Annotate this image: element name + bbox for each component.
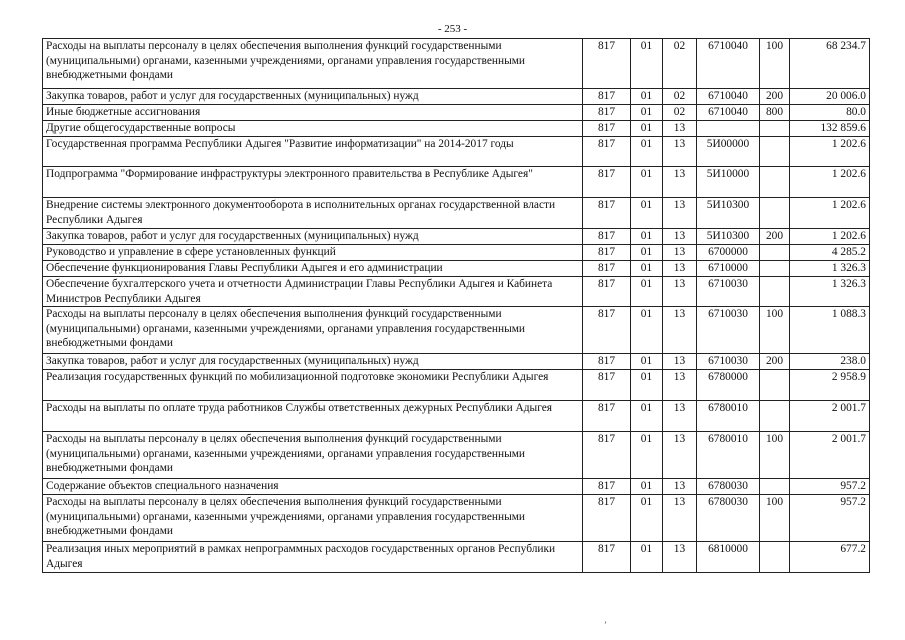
subsection-code: 13 — [663, 370, 697, 401]
table-row — [43, 89, 870, 105]
item-name: Закупка товаров, работ и услуг для государственных (муниципальных) нужд — [43, 354, 583, 370]
amount: 1 326.3 — [790, 261, 870, 277]
table-row — [43, 542, 870, 573]
amount: 4 285.2 — [790, 245, 870, 261]
table-row — [43, 495, 870, 542]
ministry-code: 817 — [583, 89, 631, 105]
target-code: 6780010 — [697, 432, 760, 479]
section-code: 01 — [631, 432, 663, 479]
item-name: Внедрение системы электронного документооборота в исполнительных органах государственной власти Республики Адыгея — [43, 198, 583, 229]
amount: 1 202.6 — [790, 137, 870, 167]
amount: 2 001.7 — [790, 401, 870, 432]
subsection-code: 02 — [663, 89, 697, 105]
expense-type-code — [760, 277, 790, 307]
subsection-code: 13 — [663, 354, 697, 370]
item-name: Реализация государственных функций по мобилизационной подготовке экономики Республики Адыгея — [43, 370, 583, 401]
target-code: 6710040 — [697, 39, 760, 89]
ministry-code: 817 — [583, 105, 631, 121]
section-code: 01 — [631, 105, 663, 121]
budget-table — [42, 38, 870, 573]
section-code: 01 — [631, 401, 663, 432]
ministry-code: 817 — [583, 307, 631, 354]
expense-type-code — [760, 479, 790, 495]
expense-type-code: 800 — [760, 105, 790, 121]
target-code: 6710040 — [697, 105, 760, 121]
subsection-code: 13 — [663, 121, 697, 137]
target-code: 6710000 — [697, 261, 760, 277]
target-code: 6780010 — [697, 401, 760, 432]
target-code — [697, 121, 760, 137]
amount: 1 202.6 — [790, 198, 870, 229]
section-code: 01 — [631, 370, 663, 401]
amount: 1 088.3 — [790, 307, 870, 354]
subsection-code: 13 — [663, 479, 697, 495]
item-name: Иные бюджетные ассигнования — [43, 105, 583, 121]
table-row — [43, 370, 870, 401]
section-code: 01 — [631, 229, 663, 245]
amount: 2 958.9 — [790, 370, 870, 401]
ministry-code: 817 — [583, 401, 631, 432]
item-name: Содержание объектов специального назначения — [43, 479, 583, 495]
subsection-code: 13 — [663, 401, 697, 432]
table-row — [43, 261, 870, 277]
table-row — [43, 354, 870, 370]
ministry-code: 817 — [583, 277, 631, 307]
section-code: 01 — [631, 89, 663, 105]
amount: 957.2 — [790, 479, 870, 495]
section-code: 01 — [631, 277, 663, 307]
section-code: 01 — [631, 198, 663, 229]
target-code: 6710030 — [697, 277, 760, 307]
target-code: 6780030 — [697, 495, 760, 542]
section-code: 01 — [631, 261, 663, 277]
target-code: 5И10300 — [697, 198, 760, 229]
subsection-code: 13 — [663, 229, 697, 245]
item-name: Закупка товаров, работ и услуг для государственных (муниципальных) нужд — [43, 89, 583, 105]
target-code: 6700000 — [697, 245, 760, 261]
page-number: - 253 - — [437, 23, 468, 35]
section-code: 01 — [631, 39, 663, 89]
subsection-code: 13 — [663, 495, 697, 542]
item-name: Расходы на выплаты персоналу в целях обеспечения выполнения функций государственными (муниципальными) органами, казенными учреждениями, органами управления государственными внебюджетными фондами — [43, 39, 583, 89]
subsection-code: 13 — [663, 432, 697, 479]
amount: 1 326.3 — [790, 277, 870, 307]
table-body — [43, 39, 870, 573]
subsection-code: 13 — [663, 245, 697, 261]
ministry-code: 817 — [583, 137, 631, 167]
section-code: 01 — [631, 137, 663, 167]
expense-type-code: 200 — [760, 229, 790, 245]
ministry-code: 817 — [583, 495, 631, 542]
subsection-code: 13 — [663, 137, 697, 167]
expense-type-code — [760, 245, 790, 261]
target-code: 6780030 — [697, 479, 760, 495]
amount: 68 234.7 — [790, 39, 870, 89]
table-row — [43, 229, 870, 245]
target-code: 6710030 — [697, 307, 760, 354]
subsection-code: 02 — [663, 39, 697, 89]
section-code: 01 — [631, 354, 663, 370]
expense-type-code: 100 — [760, 432, 790, 479]
table-row — [43, 105, 870, 121]
section-code: 01 — [631, 495, 663, 542]
ministry-code: 817 — [583, 354, 631, 370]
ministry-code: 817 — [583, 167, 631, 198]
section-code: 01 — [631, 479, 663, 495]
target-code: 6810000 — [697, 542, 760, 573]
ministry-code: 817 — [583, 121, 631, 137]
target-code: 5И10300 — [697, 229, 760, 245]
item-name: Расходы на выплаты персоналу в целях обеспечения выполнения функций государственными (муниципальными) органами, казенными учреждениями, органами управления государственными внебюджетными фондами — [43, 495, 583, 542]
expense-type-code: 200 — [760, 354, 790, 370]
amount: 20 006.0 — [790, 89, 870, 105]
expense-type-code: 100 — [760, 495, 790, 542]
table-row — [43, 137, 870, 167]
table-row — [43, 401, 870, 432]
table-row — [43, 121, 870, 137]
ministry-code: 817 — [583, 198, 631, 229]
subsection-code: 13 — [663, 198, 697, 229]
item-name: Закупка товаров, работ и услуг для государственных (муниципальных) нужд — [43, 229, 583, 245]
subsection-code: 13 — [663, 277, 697, 307]
item-name: Подпрограмма "Формирование инфраструктуры электронного правительства в Республике Адыгея" — [43, 167, 583, 198]
target-code: 6780000 — [697, 370, 760, 401]
target-code: 5И10000 — [697, 167, 760, 198]
section-code: 01 — [631, 121, 663, 137]
expense-type-code — [760, 401, 790, 432]
section-code: 01 — [631, 245, 663, 261]
expense-type-code — [760, 121, 790, 137]
table-row — [43, 198, 870, 229]
expense-type-code: 100 — [760, 307, 790, 354]
item-name: Обеспечение бухгалтерского учета и отчетности Администрации Главы Республики Адыгея и Кабинета Министров Республики Адыгея — [43, 277, 583, 307]
amount: 1 202.6 — [790, 229, 870, 245]
target-code: 6710040 — [697, 89, 760, 105]
table-row — [43, 245, 870, 261]
expense-type-code — [760, 137, 790, 167]
amount: 238.0 — [790, 354, 870, 370]
expense-type-code — [760, 198, 790, 229]
item-name: Расходы на выплаты по оплате труда работников Службы ответственных дежурных Республики Адыгея — [43, 401, 583, 432]
table-row — [43, 39, 870, 89]
item-name: Руководство и управление в сфере установленных функций — [43, 245, 583, 261]
subsection-code: 13 — [663, 261, 697, 277]
item-name: Расходы на выплаты персоналу в целях обеспечения выполнения функций государственными (муниципальными) органами, казенными учреждениями, органами управления государственными внебюджетными фондами — [43, 307, 583, 354]
section-code: 01 — [631, 542, 663, 573]
section-code: 01 — [631, 307, 663, 354]
target-code: 6710030 — [697, 354, 760, 370]
table-row — [43, 307, 870, 354]
ministry-code: 817 — [583, 432, 631, 479]
ministry-code: 817 — [583, 370, 631, 401]
item-name: Государственная программа Республики Адыгея "Развитие информатизации" на 2014-2017 годы — [43, 137, 583, 167]
subsection-code: 02 — [663, 105, 697, 121]
table-row — [43, 277, 870, 307]
amount: 2 001.7 — [790, 432, 870, 479]
subsection-code: 13 — [663, 307, 697, 354]
subsection-code: 13 — [663, 542, 697, 573]
expense-type-code: 200 — [760, 89, 790, 105]
item-name: Другие общегосударственные вопросы — [43, 121, 583, 137]
ministry-code: 817 — [583, 245, 631, 261]
amount: 132 859.6 — [790, 121, 870, 137]
table-row — [43, 479, 870, 495]
ministry-code: 817 — [583, 479, 631, 495]
item-name: Расходы на выплаты персоналу в целях обеспечения выполнения функций государственными (муниципальными) органами, казенными учреждениями, органами управления государственными внебюджетными фондами — [43, 432, 583, 479]
section-code: 01 — [631, 167, 663, 198]
amount: 957.2 — [790, 495, 870, 542]
item-name: Обеспечение функционирования Главы Республики Адыгея и его администрации — [43, 261, 583, 277]
item-name: Реализация иных мероприятий в рамках непрограммных расходов государственных органов Республики Адыгея — [43, 542, 583, 573]
amount: 80.0 — [790, 105, 870, 121]
ministry-code: 817 — [583, 542, 631, 573]
expense-type-code — [760, 542, 790, 573]
table-row — [43, 167, 870, 198]
amount: 677.2 — [790, 542, 870, 573]
expense-type-code — [760, 370, 790, 401]
table-row — [43, 432, 870, 479]
ministry-code: 817 — [583, 39, 631, 89]
expense-type-code: 100 — [760, 39, 790, 89]
ministry-code: 817 — [583, 229, 631, 245]
bottom-mark: ’ — [604, 620, 607, 630]
amount: 1 202.6 — [790, 167, 870, 198]
expense-type-code — [760, 167, 790, 198]
expense-type-code — [760, 261, 790, 277]
subsection-code: 13 — [663, 167, 697, 198]
target-code: 5И00000 — [697, 137, 760, 167]
ministry-code: 817 — [583, 261, 631, 277]
